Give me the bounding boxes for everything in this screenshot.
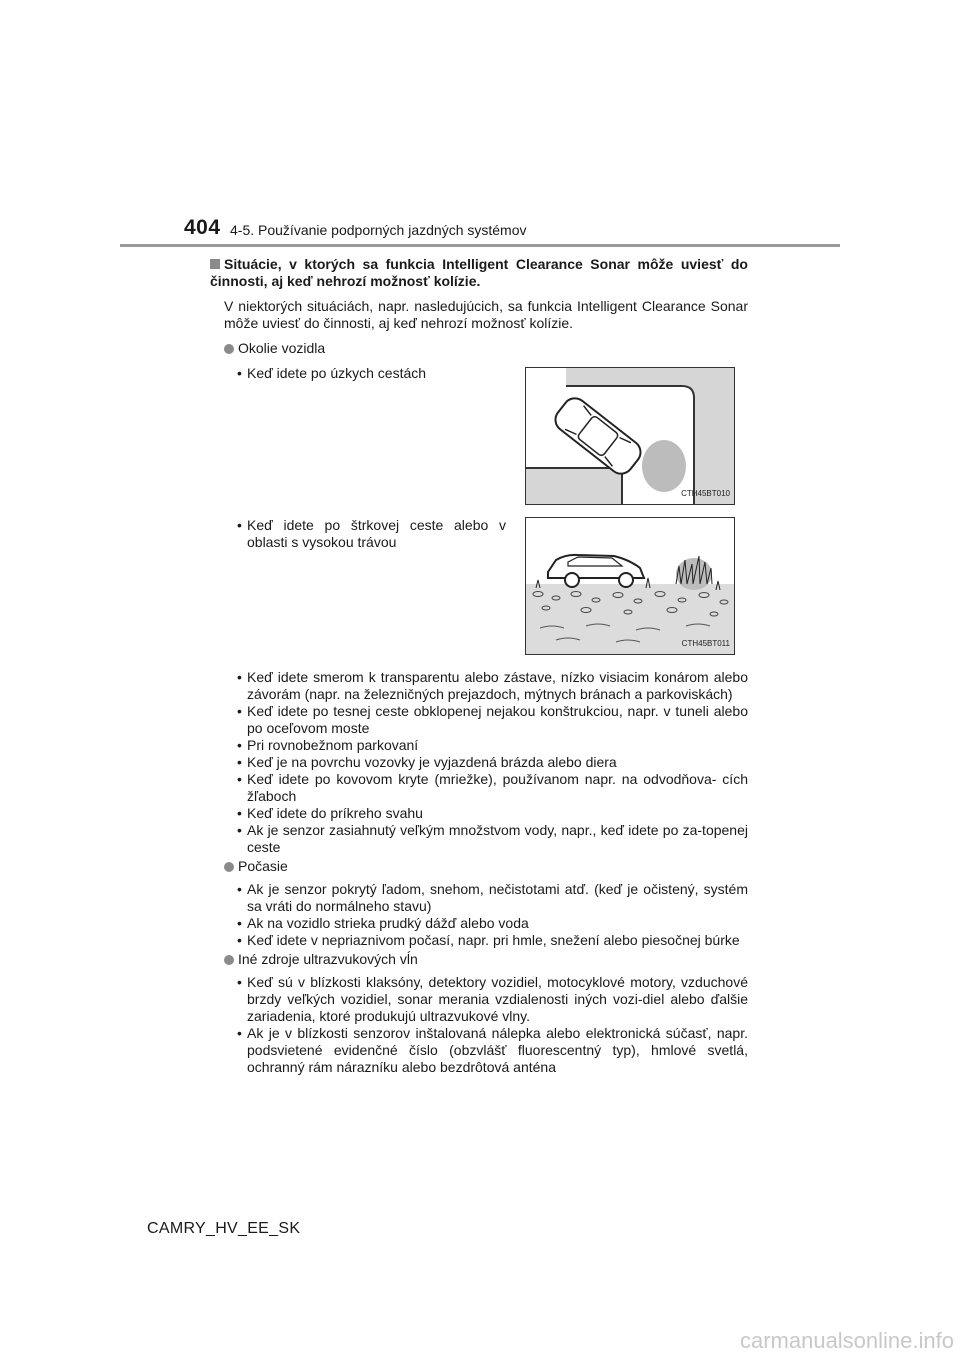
list-item: • Keď idete po kovovom kryte (mriežke), používanom napr. na odvodňova- cích žľaboch: [237, 771, 748, 804]
figure-row-1: [210, 365, 748, 517]
figure-row-2: [210, 517, 748, 669]
group-title-ultrasonic: Iné zdroje ultrazvukových vĺn: [224, 951, 748, 968]
list-item: • Keď idete po tesnej ceste obklopenej nejakou konštrukciou, napr. v tuneli alebo po oceľovom moste: [237, 703, 748, 736]
section-heading: Situácie, v ktorých sa funkcia Intelligent Clearance Sonar môže uviesť do činnosti, aj keď nehrozí možnosť kolízie.: [210, 256, 748, 289]
circle-bullet-icon: [224, 862, 234, 872]
list-item: • Ak je senzor pokrytý ľadom, snehom, nečistotami atď. (keď je očistený, systém sa vráti do normálneho stavu): [237, 881, 748, 914]
circle-bullet-icon: [224, 955, 234, 965]
header-divider: [120, 244, 840, 247]
list-item: • Ak na vozidlo strieka prudký dážď alebo voda: [237, 915, 529, 931]
figure-item-list: [210, 517, 506, 551]
chapter-title: 4-5. Používanie podporných jazdných systémov: [230, 222, 527, 238]
figure-gravel-grass: [525, 517, 735, 655]
watermark: carmanualsonline.info: [739, 1328, 954, 1353]
figure-item-list: [210, 365, 506, 382]
figure-code: CTH45BT010: [681, 489, 730, 498]
intro-paragraph: V niektorých situáciách, napr. nasledujúcich, sa funkcia Intelligent Clearance Sonar môže uviesť do činnosti, aj keď nehrozí možnosť kolízie.: [224, 298, 748, 331]
figure-code: CTH45BT011: [681, 639, 730, 648]
main-content: [210, 256, 748, 1076]
list-item: • Keď idete po úzkych cestách: [237, 365, 427, 381]
list-item: • Keď sú v blízkosti klaksóny, detektory vozidiel, motocyklové motory, vzduchové brzdy veľkých vozidiel, sonar merania vzdialenosti iných vozi-diel alebo ďalšie zariadenia, ktoré produkujú ultrazvukové vlny.: [237, 974, 748, 1024]
list-item: • Keď idete smerom k transparentu alebo zástave, nízko visiacim konárom alebo závorám (napr. na železničných prejazdoch, mýtnych bránach a parkoviskách): [237, 669, 748, 702]
weather-list: [210, 881, 748, 949]
list-item: • Keď idete v nepriaznivom počasí, napr. pri hmle, snežení alebo piesočnej búrke: [237, 932, 740, 948]
narrow-road-illustration: [526, 368, 734, 504]
list-item: • Ak je senzor zasiahnutý veľkým množstvom vody, napr., keď idete po za-topenej ceste: [237, 822, 748, 855]
ultrasonic-list: [210, 974, 748, 1076]
group-title-weather: Počasie: [224, 858, 748, 875]
circle-bullet-icon: [224, 344, 234, 354]
document-code: CAMRY_HV_EE_SK: [147, 1220, 301, 1237]
list-item: • Pri rovnobežnom parkovaní: [237, 737, 419, 753]
surroundings-list: [210, 669, 748, 856]
list-item: • Ak je v blízkosti senzorov inštalovaná nálepka alebo elektronická súčasť, napr. podsvietené evidenčné číslo (obzvlášť fluorescentný typ), hmlové svetlá, ochranný rám nárazníku alebo bezdrôtová anténa: [237, 1025, 748, 1075]
figure-narrow-road: [525, 367, 735, 505]
square-bullet-icon: [210, 259, 220, 269]
group-title-surroundings: Okolie vozidla: [224, 340, 748, 357]
list-item: • Keď idete do príkreho svahu: [237, 805, 423, 821]
list-item: • Keď je na povrchu vozovky je vyjazdená brázda alebo diera: [237, 754, 617, 770]
page-number: 404: [184, 216, 221, 239]
gravel-road-illustration: [526, 518, 734, 654]
list-item: • Keď idete po štrkovej ceste alebo v oblasti s vysokou trávou: [237, 517, 506, 550]
